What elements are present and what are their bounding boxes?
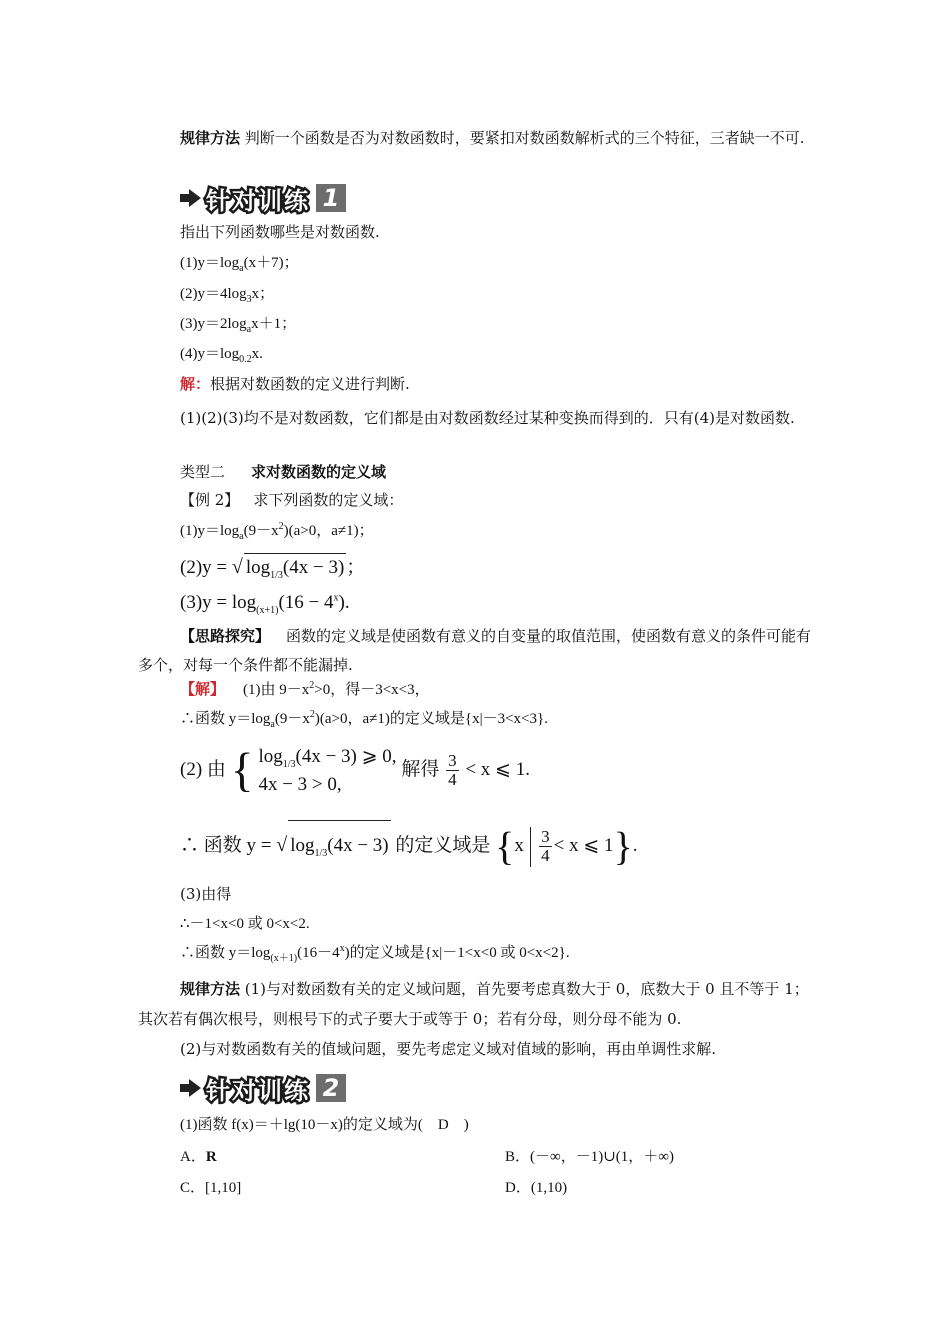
solution-line-3: (2) 由 { $\log_{1/3}(4x - 3)$ ⩾ 0, 4x − 3 > 0, 解得 $\frac{3}{4}$ < x ⩽ 1. [180,743,530,797]
example-2-q3: $(3)y = \log_{(x+1)}(16 - 4^x)$. [180,592,350,616]
example-2-title: 【例 2】 求下列函数的定义域： [180,491,404,509]
arrow-right-icon [180,187,202,209]
training-banner-1 [180,183,346,213]
rule-label: 规律方法 [180,129,241,147]
example-2-q2: (2)y = √ $\log_{1/3}(4x - 3)$ ； [180,553,365,582]
option-d: D．(1,10) [505,1180,568,1196]
option-b: B．(－∞，－1)∪(1，＋∞) [505,1149,674,1165]
solution-line-2: ∴函数 $y=\log_a(9-x^2)(a>0$，a≠1)的定义域是{x|－3<x<3}. [180,709,548,730]
option-a: A．R [180,1149,217,1165]
training-2-question: (1)函数 f(x)＝＋lg(10－x)的定义域为( D ) [180,1117,469,1133]
example-2-q1: $(1)y=\log_a(9-x^2)(a>0$，a≠1)； [180,521,374,542]
solution-line-5: (3)由得 [180,885,232,903]
rule-text: 判断一个函数是否为对数函数时，要紧扣对数函数解析式的三个特征，三者缺一不可. [240,129,805,147]
banner-number: 1 [316,184,346,212]
training-banner-2 [180,1073,346,1103]
solution-line-6: ∴－1<x<0 或 0<x<2. [180,916,310,932]
training-item-2: $(2)y=4\log_3x$； [180,286,275,305]
solution-label: 解： [180,375,211,393]
rule-paragraph-1 [138,124,814,153]
training-item-4: $(4)y=\log_{0.2}x$. [180,346,263,365]
rule-label: 规律方法 [180,980,241,998]
solution-1-line: 解：根据对数函数的定义进行判断. [180,375,410,393]
idea-label: 【思路探究】 [180,627,271,645]
solution-line-1: 【解】 (1)由 $9-x^2>0$，得－3<x<3， [180,680,430,698]
banner-label: 针对训练 [206,1076,310,1105]
section-heading-type2: 类型二 求对数函数的定义域 [180,463,387,481]
solution-1-body: (1)(2)(3)均不是对数函数，它们都是由对数函数经过某种变换而得到的．只有(4)是对数函数. [180,409,795,427]
arrow-right-icon [180,1077,202,1099]
solution-line-7: ∴函数 $y=\log_{(x+1)}(16-4^x)$的定义域是{x|－1<x<0 或 0<x<2}. [180,943,570,964]
option-c: C．[1,10] [180,1180,242,1196]
banner-label: 针对训练 [206,186,310,215]
solution-line-4: ∴ 函数 y = √ $\log_{1/3}(4x - 3)$ 的定义域是 {x $\frac{3}{4}$ < x ⩽ 1}. [180,820,638,871]
banner-number: 2 [316,1074,346,1102]
rule-paragraph-2b: (2)与对数函数有关的值域问题，要先考虑定义域对值域的影响，再由单调性求解. [180,1040,717,1058]
training-prompt: 指出下列函数哪些是对数函数. [180,223,380,241]
training-item-3: $(3)y=2\log_ax+1$； [180,316,297,335]
rule-paragraph-2: 规律方法 (1)与对数函数有关的定义域问题，首先要考虑真数大于 0，底数大于 0 且不等于 1；其次若有偶次根号，则根号下的式子要大于或等于 0；若有分母，则分母不能为 0. [138,980,809,1028]
solution-tag: 【解】 [180,682,226,698]
training-item-1: $(1)y=\log_a(x+7)$； [180,255,299,274]
idea-paragraph: 【思路探究】 函数的定义域是使函数有意义的自变量的取值范围，使函数有意义的条件可能有多个，对每一个条件都不能漏掉. [138,627,812,674]
